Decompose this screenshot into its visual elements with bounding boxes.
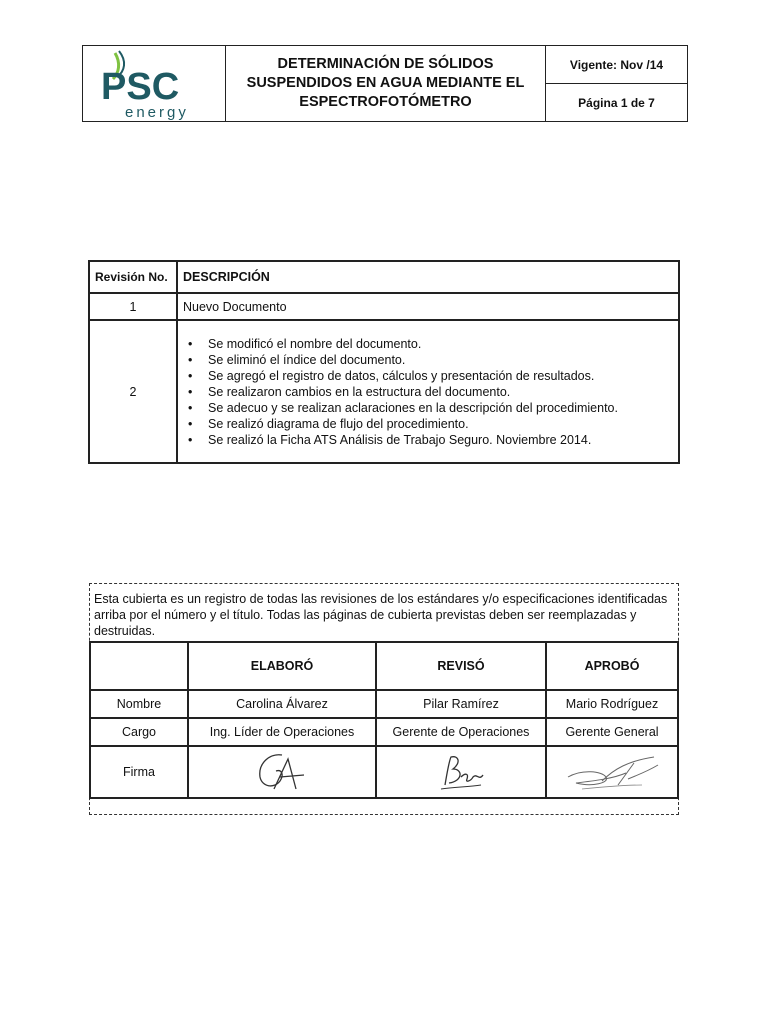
change-item: • Se agregó el registro de datos, cálculos y presentación de resultados.: [208, 368, 673, 384]
revision-number: 2: [89, 320, 177, 463]
row-label: Nombre: [90, 690, 188, 718]
document-title: DETERMINACIÓN DE SÓLIDOS SUSPENDIDOS EN AGUA MEDIANTE EL ESPECTROFOTÓMETRO: [226, 46, 546, 121]
approval-name-row: [90, 690, 678, 718]
signature-reviso: [376, 746, 546, 798]
revision-description: [177, 320, 679, 463]
revision-row: [89, 320, 679, 463]
description-header: DESCRIPCIÓN: [177, 261, 679, 293]
change-item: • Se modificó el nombre del documento.: [208, 336, 673, 352]
name-value: Mario Rodríguez: [546, 690, 678, 718]
signature-image: [431, 749, 491, 795]
role-value: Ing. Líder de Operaciones: [188, 718, 376, 746]
elaboro-header: ELABORÓ: [188, 642, 376, 690]
revision-table: [88, 260, 680, 464]
revision-no-header: Revisión No.: [89, 261, 177, 293]
revision-row: [89, 293, 679, 320]
approval-table: [89, 641, 679, 799]
psc-energy-logo: [95, 47, 213, 121]
signature-image: [252, 749, 312, 795]
change-item: • Se realizó la Ficha ATS Análisis de Trabajo Seguro. Noviembre 2014.: [208, 432, 673, 448]
approval-signature-row: [90, 746, 678, 798]
approval-header-row: [90, 642, 678, 690]
change-item: • Se realizaron cambios en la estructura del documento.: [208, 384, 673, 400]
name-value: Pilar Ramírez: [376, 690, 546, 718]
cover-section: [89, 583, 679, 815]
document-meta: [546, 46, 687, 121]
change-item: • Se eliminó el índice del documento.: [208, 352, 673, 368]
reviso-header: REVISÓ: [376, 642, 546, 690]
revision-description: Nuevo Documento: [177, 293, 679, 320]
revision-number: 1: [89, 293, 177, 320]
empty-cell: [90, 642, 188, 690]
revision-table-header: [89, 261, 679, 293]
change-item: • Se realizó diagrama de flujo del procedimiento.: [208, 416, 673, 432]
change-item: • Se adecuo y se realizan aclaraciones en la descripción del procedimiento.: [208, 400, 673, 416]
signature-elaboro: [188, 746, 376, 798]
aprobo-header: APROBÓ: [546, 642, 678, 690]
vigente-label: Vigente: Nov /14: [569, 57, 664, 72]
row-label: Cargo: [90, 718, 188, 746]
logo-text: PSC: [101, 65, 180, 108]
role-value: Gerente General: [546, 718, 678, 746]
page-number: Página 1 de 7: [546, 83, 687, 121]
name-value: Carolina Álvarez: [188, 690, 376, 718]
role-value: Gerente de Operaciones: [376, 718, 546, 746]
signature-image: [562, 749, 662, 795]
row-label: Firma: [90, 746, 188, 798]
company-logo: [83, 46, 226, 121]
cover-note: Esta cubierta es un registro de todas las revisiones de los estándares y/o especificaciones identificadas arriba por el número y el título. Todas las páginas de cubierta previstas deben ser reemplazadas y destruidas.: [94, 592, 668, 638]
document-header: [82, 45, 688, 122]
logo-subtext: energy: [125, 103, 189, 121]
change-list: [183, 336, 673, 448]
signature-aprobo: [546, 746, 678, 798]
approval-role-row: [90, 718, 678, 746]
